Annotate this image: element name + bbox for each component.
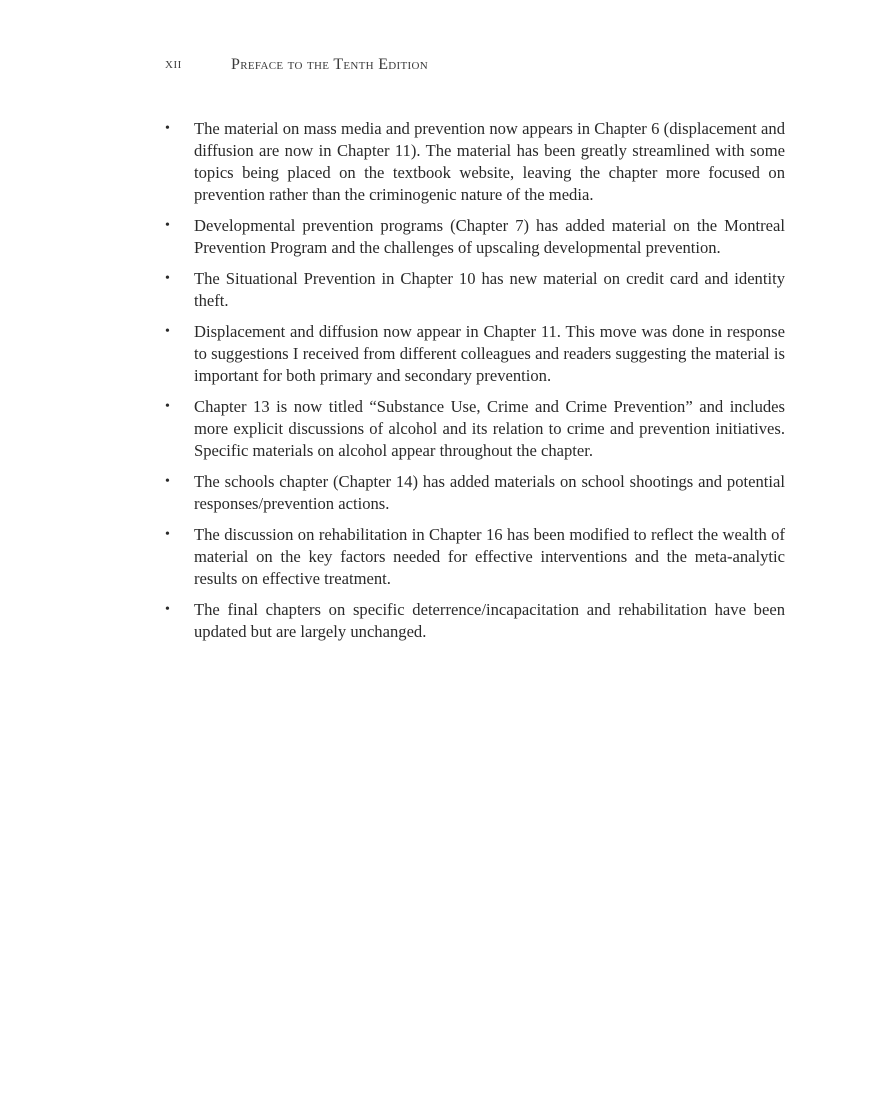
list-item-text: Developmental prevention programs (Chapter 7) has added material on the Montreal Prevention Program and the challenges of upscaling developmental prevention. <box>194 216 785 257</box>
change-list <box>165 118 785 652</box>
list-item-text: The schools chapter (Chapter 14) has added materials on school shootings and potential responses/prevention actions. <box>194 472 785 513</box>
list-item <box>165 268 785 312</box>
list-item <box>165 321 785 387</box>
bullet-icon: • <box>165 527 170 542</box>
running-title: Preface to the Tenth Edition <box>231 56 428 73</box>
bullet-icon: • <box>165 271 170 286</box>
list-item-text: Displacement and diffusion now appear in Chapter 11. This move was done in response to suggestions I received from different colleagues and readers suggesting the material is important for both primary and secondary prevention. <box>194 322 785 385</box>
bullet-icon: • <box>165 121 170 136</box>
list-item <box>165 599 785 643</box>
list-item <box>165 471 785 515</box>
bullet-icon: • <box>165 602 170 617</box>
list-item-text: The discussion on rehabilitation in Chapter 16 has been modified to reflect the wealth of material on the key factors needed for effective interventions and the meta-analytic results on effective treatment. <box>194 525 785 588</box>
list-item-text: Chapter 13 is now titled “Substance Use, Crime and Crime Prevention” and includes more explicit discussions of alcohol and its relation to crime and prevention initiatives. Specific materials on alcohol appear throughout the chapter. <box>194 397 785 460</box>
list-item-text: The Situational Prevention in Chapter 10 has new material on credit card and identity theft. <box>194 269 785 310</box>
bullet-icon: • <box>165 218 170 233</box>
list-item-text: The final chapters on specific deterrence/incapacitation and rehabilitation have been updated but are largely unchanged. <box>194 600 785 641</box>
bullet-icon: • <box>165 324 170 339</box>
list-item-text: The material on mass media and prevention now appears in Chapter 6 (displacement and diffusion are now in Chapter 11). The material has been greatly streamlined with some topics being placed on the textbook website, leaving the chapter more focused on prevention rather than the criminogenic nature of the media. <box>194 119 785 204</box>
bullet-icon: • <box>165 399 170 414</box>
running-head <box>165 56 785 78</box>
list-item <box>165 215 785 259</box>
list-item <box>165 118 785 206</box>
page-number: xii <box>165 56 182 72</box>
list-item <box>165 396 785 462</box>
bullet-icon: • <box>165 474 170 489</box>
list-item <box>165 524 785 590</box>
